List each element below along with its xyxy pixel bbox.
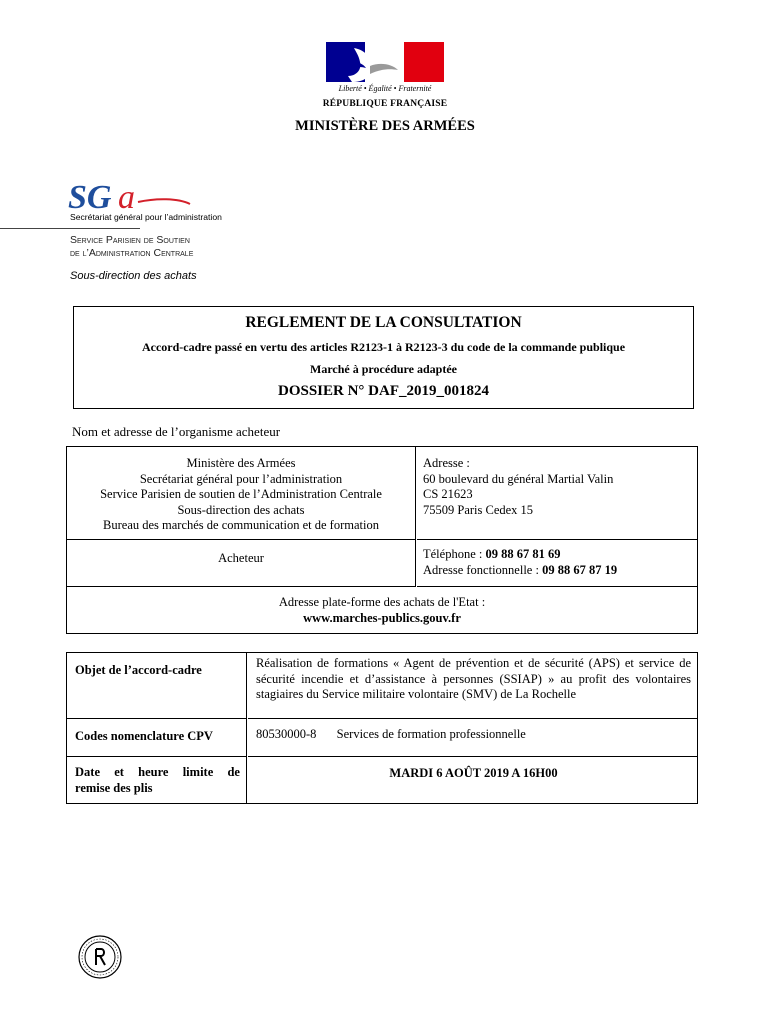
address-line: Adresse : xyxy=(423,456,470,470)
acheteur-label: Acheteur xyxy=(218,551,264,565)
phone-label: Téléphone : xyxy=(423,547,486,561)
legal-basis: Accord-cadre passé en vertu des articles R2123-1 à R2123-3 du code de la commande publique xyxy=(141,340,626,354)
address-line: CS 21623 xyxy=(423,487,473,501)
sousdirection-label: Sous-direction des achats xyxy=(70,270,197,282)
deadline-value-cell xyxy=(248,757,697,803)
buyer-section-label: Nom et adresse de l’organisme acheteur xyxy=(72,424,281,439)
svg-text:SG: SG xyxy=(68,179,112,216)
certification-seal-icon xyxy=(77,934,123,980)
ministry-title: MINISTÈRE DES ARMÉES xyxy=(295,118,475,134)
procedure-type: Marché à procédure adaptée xyxy=(310,362,457,376)
org-line: Bureau des marchés de communication et de formation xyxy=(103,518,379,532)
buyer-table xyxy=(66,446,698,634)
service-line-2: de l’Administration Centrale xyxy=(70,247,194,259)
address-line: 60 boulevard du général Martial Valin xyxy=(423,471,614,486)
buyer-address-cell xyxy=(417,447,697,540)
sga-subtitle: Secrétariat général pour l’administration xyxy=(70,212,222,222)
document-title: REGLEMENT DE LA CONSULTATION xyxy=(245,314,522,331)
service-name xyxy=(70,234,193,260)
deadline-label-line2: remise des plis xyxy=(75,780,153,795)
republic-name: RÉPUBLIQUE FRANÇAISE xyxy=(322,99,448,109)
deadline-label-cell xyxy=(67,757,247,803)
cpv-description: Services de formation professionnelle xyxy=(336,727,526,741)
title-box xyxy=(73,306,694,409)
platform-cell xyxy=(67,587,697,633)
buyer-org-cell xyxy=(67,447,416,540)
acheteur-cell xyxy=(67,540,416,587)
cpv-label-cell xyxy=(67,719,247,757)
org-line: Service Parisien de soutien de l’Administration Centrale xyxy=(100,487,382,501)
org-line: Sous-direction des achats xyxy=(177,502,305,517)
republic-motto: Liberté • Égalité • Fraternité xyxy=(338,84,432,93)
contact-cell xyxy=(417,540,697,587)
objet-label-cell xyxy=(67,653,247,719)
service-line-1: Service Parisien de Soutien xyxy=(70,234,190,246)
object-table xyxy=(66,652,698,804)
fax-line xyxy=(423,563,697,579)
deadline-label-line1: Date et heure limite de xyxy=(75,765,240,779)
dossier-number: DOSSIER N° DAF_2019_001824 xyxy=(277,383,490,399)
phone-number: 09 88 67 81 69 xyxy=(485,547,561,561)
platform-url[interactable]: www.marches-publics.gouv.fr xyxy=(303,610,461,625)
address-line: 75509 Paris Cedex 15 xyxy=(423,502,534,517)
svg-text:a: a xyxy=(118,179,135,216)
divider xyxy=(0,228,140,229)
cpv-value-cell xyxy=(248,719,697,757)
cpv-label: Codes nomenclature CPV xyxy=(75,729,213,743)
fax-number: 09 88 67 87 19 xyxy=(542,562,618,577)
org-line: Ministère des Armées xyxy=(186,456,296,470)
platform-label: Adresse plate-forme des achats de l'Etat : xyxy=(278,595,486,609)
fax-label: Adresse fonctionnelle : xyxy=(423,562,543,577)
org-line: Secrétariat général pour l’administration xyxy=(139,471,343,486)
objet-value: Réalisation de formations « Agent de prévention et de sécurité (APS) et service de sécurité incendie et d’assistance à personnes (SSIAP) » au profit des volontaires stagiaires du Service militaire volontaire (SMV) de La Rochelle xyxy=(256,656,691,701)
cpv-code: 80530000-8 xyxy=(256,727,317,741)
deadline-value: MARDI 6 AOÛT 2019 A 16H00 xyxy=(389,766,558,780)
objet-value-cell xyxy=(248,653,697,719)
objet-label: Objet de l’accord-cadre xyxy=(75,663,202,677)
phone-line xyxy=(423,547,697,563)
